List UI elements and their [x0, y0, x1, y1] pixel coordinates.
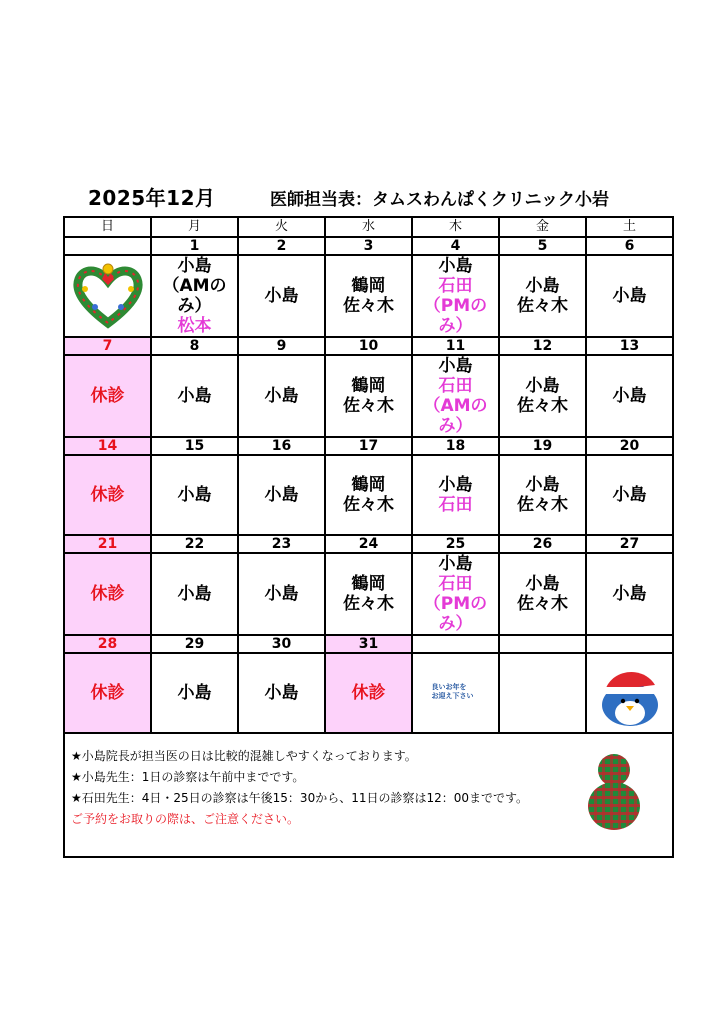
date-cell: 25: [412, 535, 499, 553]
schedule-row: [64, 653, 673, 733]
doctor-name: 小島: [438, 475, 473, 495]
doctor-name: 小島: [525, 574, 560, 594]
doctor-name: 鶴岡: [351, 376, 386, 396]
schedule-cell: [412, 653, 499, 733]
schedule-cell: [499, 653, 586, 733]
weekday-header: 土: [586, 217, 673, 237]
date-row: [64, 635, 673, 653]
date-cell: 31: [325, 635, 412, 653]
snowman-gourd-icon: [584, 746, 644, 834]
schedule-cell: [151, 653, 238, 733]
schedule-table: [63, 216, 674, 858]
doctor-name: 小島: [525, 276, 560, 296]
schedule-cell: [499, 553, 586, 635]
doctor-name: 鶴岡: [351, 574, 386, 594]
closed-label: 休診: [90, 584, 125, 604]
schedule-cell: [64, 255, 151, 337]
date-cell: 9: [238, 337, 325, 355]
weekday-header: 月: [151, 217, 238, 237]
schedule-cell: [151, 455, 238, 535]
doctor-name: 佐々木: [343, 296, 394, 316]
doctor-name: 佐々木: [343, 396, 394, 416]
date-row: [64, 535, 673, 553]
doctor-name: 小島: [177, 256, 212, 276]
weekday-header: 水: [325, 217, 412, 237]
date-cell: 23: [238, 535, 325, 553]
date-cell: 28: [64, 635, 151, 653]
date-cell: 30: [238, 635, 325, 653]
schedule-cell: [499, 355, 586, 437]
schedule-cell: [325, 553, 412, 635]
schedule-cell: [499, 455, 586, 535]
doctor-name: 石田: [438, 574, 473, 594]
doctor-name: 石田: [438, 495, 473, 515]
weekday-header: 金: [499, 217, 586, 237]
date-cell: 19: [499, 437, 586, 455]
date-cell: 4: [412, 237, 499, 255]
doctor-name: 佐々木: [343, 594, 394, 614]
date-cell: [64, 237, 151, 255]
schedule-cell: [151, 553, 238, 635]
schedule-cell: [586, 653, 673, 733]
doctor-name: 鶴岡: [351, 276, 386, 296]
schedule-row: [64, 553, 673, 635]
clinic-title: 医師担当表：タムスわんぱくクリニック小岩: [270, 190, 609, 210]
schedule-cell: [586, 455, 673, 535]
closed-label: 休診: [90, 683, 125, 703]
doctor-name: 小島: [264, 584, 299, 604]
closed-label: 休診: [351, 683, 386, 703]
date-cell: 18: [412, 437, 499, 455]
date-cell: 12: [499, 337, 586, 355]
doctor-name: （AMのみ）: [423, 396, 488, 436]
schedule-cell: [64, 455, 151, 535]
date-cell: 7: [64, 337, 151, 355]
penguin-santa-hat-icon: [597, 655, 663, 727]
date-cell: 8: [151, 337, 238, 355]
date-cell: 2: [238, 237, 325, 255]
doctor-name: 鶴岡: [351, 475, 386, 495]
doctor-name: 小島: [525, 475, 560, 495]
doctor-name: 佐々木: [517, 594, 568, 614]
date-cell: 11: [412, 337, 499, 355]
doctor-name: 小島: [612, 286, 647, 306]
date-cell: 1: [151, 237, 238, 255]
new-year-greeting: [432, 683, 474, 701]
schedule-cell: [412, 455, 499, 535]
closed-label: 休診: [90, 485, 125, 505]
schedule-cell: [238, 455, 325, 535]
schedule-cell: [64, 355, 151, 437]
schedule-cell: [151, 355, 238, 437]
schedule-cell: [499, 255, 586, 337]
weekday-header-row: [64, 217, 673, 237]
doctor-name: 小島: [438, 356, 473, 376]
schedule-row: [64, 255, 673, 337]
doctor-name: 小島: [264, 485, 299, 505]
date-cell: 16: [238, 437, 325, 455]
date-cell: 14: [64, 437, 151, 455]
date-cell: [586, 635, 673, 653]
doctor-name: 小島: [177, 683, 212, 703]
schedule-cell: [238, 255, 325, 337]
date-cell: 6: [586, 237, 673, 255]
doctor-name: 佐々木: [517, 296, 568, 316]
doctor-name: 小島: [177, 584, 212, 604]
note-line: ★小島院長が担当医の日は比較的混雑しやすくなっております。: [71, 749, 417, 763]
schedule-row: [64, 355, 673, 437]
date-cell: [499, 635, 586, 653]
date-row: [64, 237, 673, 255]
note-line: ★小島先生：1日の診察は午前中までです。: [71, 770, 305, 784]
schedule-cell: [325, 355, 412, 437]
doctor-name: 小島: [438, 256, 473, 276]
doctor-name: 石田: [438, 276, 473, 296]
date-cell: 22: [151, 535, 238, 553]
doctor-name: 佐々木: [517, 396, 568, 416]
closed-label: 休診: [90, 386, 125, 406]
date-cell: [412, 635, 499, 653]
schedule-cell: [325, 653, 412, 733]
doctor-name: 佐々木: [517, 495, 568, 515]
doctor-name: 小島: [264, 286, 299, 306]
schedule-cell: [151, 255, 238, 337]
notes-cell: [64, 733, 673, 857]
date-row: [64, 337, 673, 355]
schedule-cell: [325, 255, 412, 337]
schedule-cell: [586, 255, 673, 337]
date-cell: 5: [499, 237, 586, 255]
doctor-name: 小島: [612, 584, 647, 604]
date-cell: 27: [586, 535, 673, 553]
date-cell: 20: [586, 437, 673, 455]
reservation-notice: ご予約をお取りの際は、ご注意ください。: [71, 812, 300, 826]
doctor-name: 松本: [177, 316, 212, 336]
doctor-name: 小島: [264, 386, 299, 406]
date-cell: 10: [325, 337, 412, 355]
calendar-month-title: 2025年12月: [88, 186, 216, 210]
greeting-line: 良いお年を: [431, 683, 467, 691]
schedule-cell: [325, 455, 412, 535]
doctor-name: 佐々木: [343, 495, 394, 515]
weekday-header: 日: [64, 217, 151, 237]
heart-wreath-icon: [71, 259, 145, 329]
doctor-name: 石田: [438, 376, 473, 396]
schedule-cell: [586, 553, 673, 635]
schedule-cell: [64, 653, 151, 733]
doctor-name: 小島: [177, 386, 212, 406]
date-cell: 17: [325, 437, 412, 455]
weekday-header: 火: [238, 217, 325, 237]
schedule-cell: [412, 355, 499, 437]
doctor-name: 小島: [525, 376, 560, 396]
schedule-cell: [412, 553, 499, 635]
doctor-name: （PMのみ）: [423, 594, 488, 634]
date-cell: 21: [64, 535, 151, 553]
schedule-cell: [238, 355, 325, 437]
note-line: ★石田先生：4日・25日の診察は午後15：30から、11日の診察は12：00までです。: [71, 791, 529, 805]
date-cell: 29: [151, 635, 238, 653]
notes-row: [64, 733, 673, 857]
schedule-cell: [412, 255, 499, 337]
doctor-name: 小島: [177, 485, 212, 505]
doctor-name: （AMのみ）: [162, 276, 227, 316]
schedule-row: [64, 455, 673, 535]
doctor-name: 小島: [264, 683, 299, 703]
greeting-line: お迎え下さい: [431, 692, 474, 700]
date-cell: 26: [499, 535, 586, 553]
doctor-name: 小島: [612, 386, 647, 406]
date-cell: 3: [325, 237, 412, 255]
schedule-cell: [238, 653, 325, 733]
schedule-cell: [586, 355, 673, 437]
weekday-header: 木: [412, 217, 499, 237]
date-cell: 24: [325, 535, 412, 553]
doctor-name: 小島: [612, 485, 647, 505]
date-cell: 13: [586, 337, 673, 355]
doctor-name: 小島: [438, 554, 473, 574]
schedule-cell: [64, 553, 151, 635]
doctor-name: （PMのみ）: [423, 296, 488, 336]
date-cell: 15: [151, 437, 238, 455]
date-row: [64, 437, 673, 455]
schedule-cell: [238, 553, 325, 635]
